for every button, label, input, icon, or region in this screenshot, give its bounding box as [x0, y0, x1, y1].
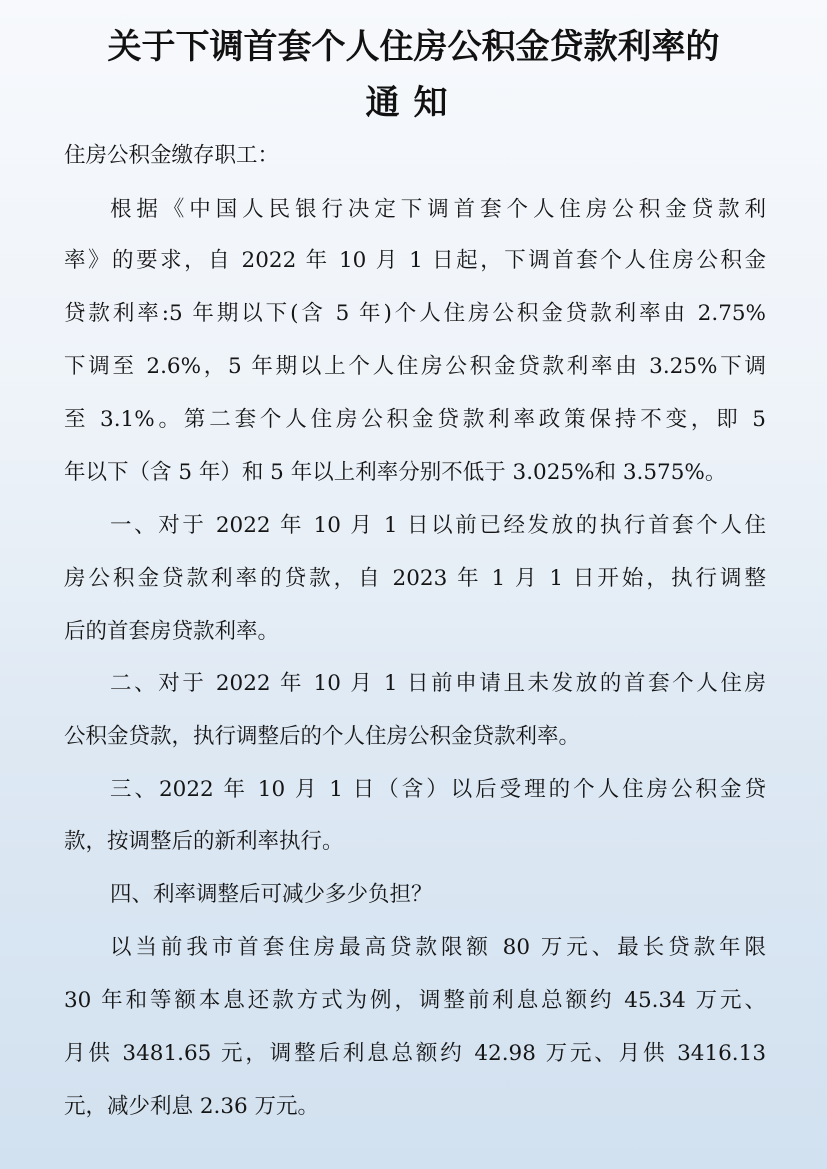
paragraph-4-line-1: 三、2022 年 10 月 1 日（含）以后受理的个人住房公积金贷: [110, 777, 766, 802]
notice-title-line-1: 关于下调首套个人住房公积金贷款利率的: [107, 27, 720, 67]
paragraph-6-line-1: 以当前我市首套住房最高贷款限额 80 万元、最长贷款年限: [110, 935, 766, 960]
paragraph-3-line-1: 二、对于 2022 年 10 月 1 日前申请且未发放的首套个人住房: [110, 671, 766, 696]
paragraph-1-line-2: 率》的要求，自 2022 年 10 月 1 日起，下调首套个人住房公积金: [64, 248, 766, 273]
paragraph-1-line-5: 至 3.1%。第二套个人住房公积金贷款利率政策保持不变，即 5: [64, 407, 766, 432]
paragraph-5-line-1: 四、利率调整后可减少多少负担？: [110, 882, 433, 907]
paragraph-6-line-4: 元，减少利息 2.36 万元。: [64, 1094, 320, 1119]
paragraph-6-line-3: 月供 3481.65 元，调整后利息总额约 42.98 万元、月供 3416.13: [64, 1041, 766, 1066]
paragraph-2-line-3: 后的首套房贷款利率。: [64, 619, 280, 644]
salutation: 住房公积金缴存职工：: [64, 143, 280, 168]
paragraph-1-line-4: 下调至 2.6%，5 年期以上个人住房公积金贷款利率由 3.25%下调: [64, 354, 766, 379]
paragraph-2-line-1: 一、对于 2022 年 10 月 1 日以前已经发放的执行首套个人住: [110, 513, 766, 538]
paragraph-1-line-6: 年以下（含 5 年）和 5 年以上利率分别不低于 3.025%和 3.575%。: [64, 460, 727, 485]
paragraph-1-line-1: 根据《中国人民银行决定下调首套个人住房公积金贷款利: [110, 197, 766, 222]
paragraph-6-line-2: 30 年和等额本息还款方式为例，调整前利息总额约 45.34 万元、: [64, 988, 766, 1013]
paragraph-2-line-2: 房公积金贷款利率的贷款，自 2023 年 1 月 1 日开始，执行调整: [64, 566, 766, 591]
paragraph-1-line-3: 贷款利率:5 年期以下(含 5 年)个人住房公积金贷款利率由 2.75%: [64, 301, 766, 326]
paragraph-3-line-2: 公积金贷款，执行调整后的个人住房公积金贷款利率。: [64, 724, 581, 749]
notice-title-line-2: 通知: [365, 83, 462, 123]
paragraph-4-line-2: 款，按调整后的新利率执行。: [64, 829, 344, 854]
